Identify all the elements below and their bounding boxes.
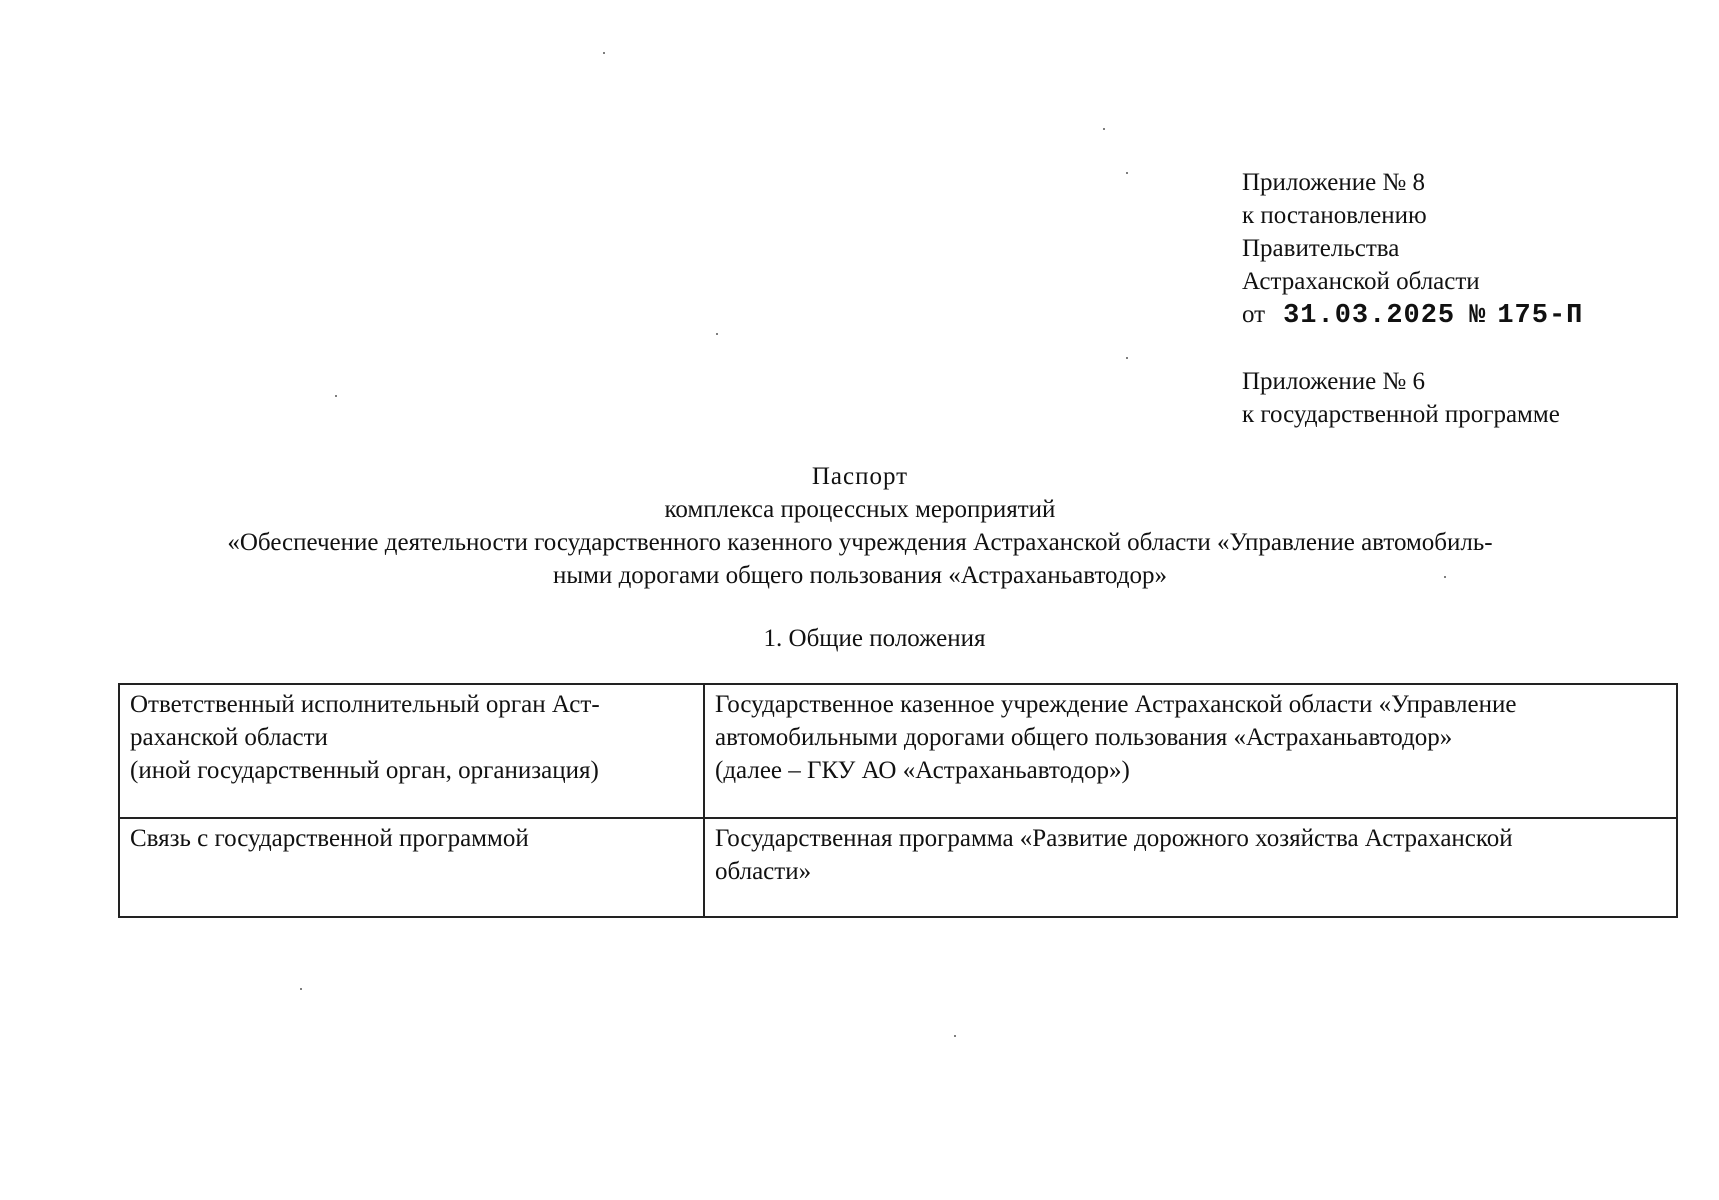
appendix-line: Приложение № 8 [1242, 169, 1426, 196]
table-row [119, 684, 1677, 818]
order-prefix: от [1242, 301, 1266, 328]
general-provisions-table [118, 683, 1678, 918]
title-heading: Паспорт [811, 463, 909, 490]
cell-text-line: Государственное казенное учреждение Астраханской области «Управление [715, 691, 1517, 718]
appendix-line: Правительства [1242, 235, 1400, 262]
order-line [1242, 298, 1662, 333]
appendix-gap [1242, 333, 1662, 365]
scan-speck [716, 333, 718, 335]
order-number-sign: № [1469, 301, 1486, 331]
scan-speck [1126, 357, 1128, 359]
scan-speck [954, 1035, 956, 1037]
appendix-line: к государственной программе [1242, 401, 1560, 428]
cell-text-line: (иной государственный орган, организация) [130, 757, 599, 784]
cell-text-line: автомобильными дорогами общего пользования «Астраханьавтодор» [715, 724, 1453, 751]
cell-text-line: Связь с государственной программой [130, 825, 529, 852]
table-label-cell [119, 684, 704, 818]
scan-speck [1126, 172, 1128, 174]
scan-speck [300, 988, 302, 990]
cell-text-line: области» [715, 858, 812, 885]
cell-text-line: Государственная программа «Развитие дорожного хозяйства Астраханской [715, 825, 1513, 852]
cell-text-line: (далее – ГКУ АО «Астраханьавтодор») [715, 757, 1130, 784]
title-name-line: ными дорогами общего пользования «Астраханьавтодор» [552, 562, 1168, 589]
scan-speck [335, 395, 337, 397]
order-number-stamp: 175-П [1497, 301, 1584, 331]
scan-speck [1103, 128, 1105, 130]
appendix-line: к постановлению [1242, 202, 1427, 229]
cell-text-line: Ответственный исполнительный орган Аст- [130, 691, 600, 718]
appendix-line: Приложение № 6 [1242, 368, 1426, 395]
cell-text-line: раханской области [130, 724, 328, 751]
table-label-cell [119, 818, 704, 917]
title-name-line: «Обеспечение деятельности государственного казенного учреждения Астраханской области «Управление автомобиль- [227, 529, 1493, 556]
table-value-cell [704, 818, 1677, 917]
scan-speck [603, 52, 605, 54]
appendix-block [1242, 166, 1662, 431]
table-row [119, 818, 1677, 917]
title-subheading: комплекса процессных мероприятий [664, 496, 1056, 523]
table-value-cell [704, 684, 1677, 818]
section-heading: 1. Общие положения [763, 625, 986, 652]
document-title [120, 460, 1600, 592]
appendix-line: Астраханской области [1242, 268, 1480, 295]
order-date-stamp: 31.03.2025 [1283, 301, 1456, 331]
